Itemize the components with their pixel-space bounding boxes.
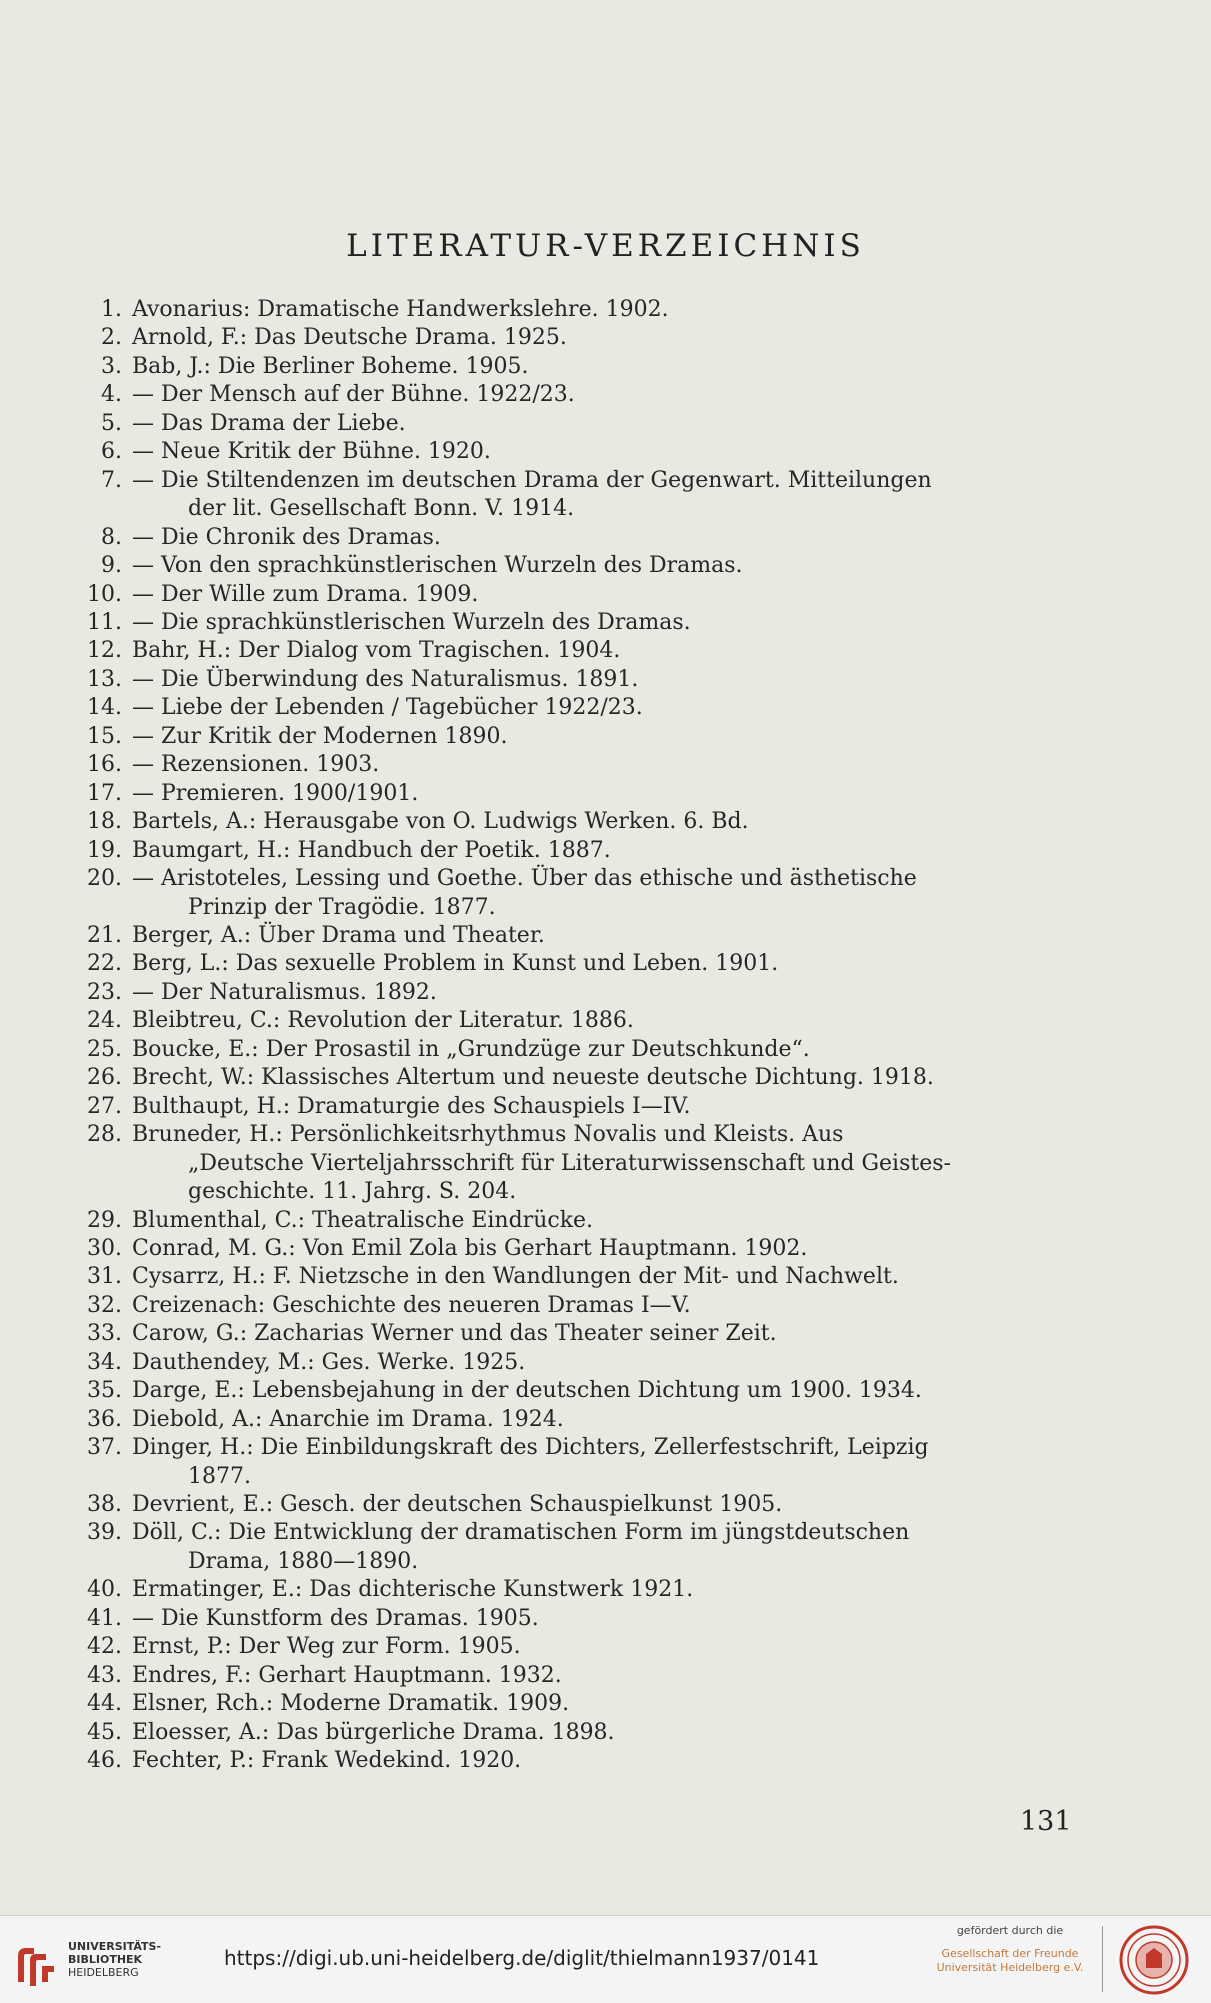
bibliography-entry xyxy=(80,467,1080,524)
entry-number: 38. xyxy=(87,1492,122,1518)
university-seal-icon xyxy=(1114,1924,1194,1996)
entry-number: 17. xyxy=(87,780,122,806)
funded-label: gefördert durch die xyxy=(956,1924,1064,1937)
entry-text: Bulthaupt, H.: Dramaturgie des Schauspiels I—IV. xyxy=(132,1093,691,1119)
bibliography-entry xyxy=(80,296,1080,324)
entry-number: 26. xyxy=(87,1065,122,1091)
entry-number: 7. xyxy=(101,467,122,493)
bibliography-entry xyxy=(80,1320,1080,1348)
entry-number: 2. xyxy=(101,325,122,351)
bibliography-entry xyxy=(80,637,1080,665)
entry-number: 39. xyxy=(87,1520,122,1546)
entry-number: 22. xyxy=(87,951,122,977)
entry-text: Avonarius: Dramatische Handwerkslehre. 1902. xyxy=(132,297,669,322)
entry-number: 25. xyxy=(87,1036,122,1062)
bibliography-entry xyxy=(80,922,1080,950)
bibliography-list xyxy=(80,296,1080,1776)
entry-number: 44. xyxy=(87,1691,122,1717)
entry-number: 28. xyxy=(87,1122,122,1148)
library-name-line3: HEIDELBERG xyxy=(68,1966,139,1979)
entry-number: 21. xyxy=(87,922,122,948)
entry-number: 35. xyxy=(87,1378,122,1404)
entry-text: Blumenthal, C.: Theatralische Eindrücke. xyxy=(132,1207,594,1233)
entry-number: 31. xyxy=(87,1264,122,1290)
entry-number: 42. xyxy=(87,1634,122,1660)
entry-number: 45. xyxy=(87,1719,122,1745)
funder-line2: Universität Heidelberg e.V. xyxy=(936,1961,1084,1974)
bibliography-entry xyxy=(80,1491,1080,1519)
library-name-line1: UNIVERSITÄTS- xyxy=(68,1940,162,1953)
bibliography-entry xyxy=(80,837,1080,865)
entry-number: 18. xyxy=(87,809,122,835)
bibliography-entry xyxy=(80,1263,1080,1291)
bibliography-entry xyxy=(80,865,1080,922)
entry-text: Devrient, E.: Gesch. der deutschen Schauspielkunst 1905. xyxy=(132,1492,783,1518)
entry-number: 41. xyxy=(87,1605,122,1631)
entry-text: — Aristoteles, Lessing und Goethe. Über das ethische und ästhetische xyxy=(132,866,917,892)
entry-continuation: 1877. xyxy=(188,1463,251,1489)
entry-number: 43. xyxy=(87,1662,122,1688)
entry-number: 29. xyxy=(87,1207,122,1233)
funding-note xyxy=(930,1924,1090,1975)
entry-number: 12. xyxy=(87,638,122,664)
bibliography-entry xyxy=(80,552,1080,580)
library-name-line2: BIBLIOTHEK xyxy=(68,1953,143,1966)
footer-divider xyxy=(1102,1926,1103,1992)
bibliography-entry xyxy=(80,1747,1080,1775)
entry-text: — Die Überwindung des Naturalismus. 1891. xyxy=(132,666,639,692)
entry-number: 8. xyxy=(101,524,122,550)
entry-number: 9. xyxy=(101,553,122,579)
entry-text: — Die Chronik des Dramas. xyxy=(132,524,441,550)
bibliography-entry xyxy=(80,524,1080,552)
library-name xyxy=(68,1940,161,1979)
entry-continuation: „Deutsche Vierteljahrsschrift für Literaturwissenschaft und Geistes- xyxy=(188,1150,951,1176)
bibliography-entry xyxy=(80,438,1080,466)
entry-number: 20. xyxy=(87,866,122,892)
bibliography-entry xyxy=(80,1349,1080,1377)
entry-text: Diebold, A.: Anarchie im Drama. 1924. xyxy=(132,1406,564,1432)
bibliography-entry xyxy=(80,410,1080,438)
entry-text: — Rezensionen. 1903. xyxy=(132,752,380,778)
entry-number: 40. xyxy=(87,1577,122,1603)
bibliography-entry xyxy=(80,1007,1080,1035)
entry-text: Boucke, E.: Der Prosastil in „Grundzüge zur Deutschkunde“. xyxy=(132,1036,810,1062)
page-number: 131 xyxy=(1020,1806,1072,1837)
entry-number: 34. xyxy=(87,1349,122,1375)
entry-text: Bahr, H.: Der Dialog vom Tragischen. 1904. xyxy=(132,638,621,664)
entry-number: 33. xyxy=(87,1321,122,1347)
entry-number: 30. xyxy=(87,1235,122,1261)
entry-text: — Der Mensch auf der Bühne. 1922/23. xyxy=(132,382,575,408)
bibliography-entry xyxy=(80,1292,1080,1320)
funder-name xyxy=(930,1947,1090,1975)
entry-text: Bab, J.: Die Berliner Boheme. 1905. xyxy=(132,353,529,379)
entry-number: 4. xyxy=(101,382,122,408)
entry-text: — Der Wille zum Drama. 1909. xyxy=(132,581,479,607)
entry-continuation: geschichte. 11. Jahrg. S. 204. xyxy=(188,1179,517,1205)
bibliography-entry xyxy=(80,751,1080,779)
bibliography-entry xyxy=(80,1434,1080,1491)
entry-number: 23. xyxy=(87,979,122,1005)
page-title: LITERATUR-VERZEICHNIS xyxy=(346,228,865,264)
entry-text: — Die sprachkünstlerischen Wurzeln des Dramas. xyxy=(132,609,691,635)
bibliography-entry xyxy=(80,381,1080,409)
entry-text: — Von den sprachkünstlerischen Wurzeln des Dramas. xyxy=(132,553,743,579)
bibliography-entry xyxy=(80,979,1080,1007)
entry-text: Ermatinger, E.: Das dichterische Kunstwerk 1921. xyxy=(132,1577,694,1603)
entry-number: 5. xyxy=(101,410,122,436)
entry-text: Berger, A.: Über Drama und Theater. xyxy=(132,922,545,948)
entry-number: 13. xyxy=(87,666,122,692)
bibliography-entry xyxy=(80,324,1080,352)
funder-line1: Gesellschaft der Freunde xyxy=(941,1947,1079,1960)
entry-text: — Neue Kritik der Bühne. 1920. xyxy=(132,439,491,465)
entry-number: 10. xyxy=(87,581,122,607)
entry-text: Döll, C.: Die Entwicklung der dramatischen Form im jüngstdeutschen xyxy=(132,1520,910,1546)
bibliography-entry xyxy=(80,1662,1080,1690)
entry-text: Brecht, W.: Klassisches Altertum und neueste deutsche Dichtung. 1918. xyxy=(132,1065,934,1091)
entry-text: Fechter, P.: Frank Wedekind. 1920. xyxy=(132,1748,522,1774)
entry-text: — Der Naturalismus. 1892. xyxy=(132,979,437,1005)
entry-text: Endres, F.: Gerhart Hauptmann. 1932. xyxy=(132,1662,562,1688)
entry-text: Bartels, A.: Herausgabe von O. Ludwigs Werken. 6. Bd. xyxy=(132,809,749,835)
entry-text: Eloesser, A.: Das bürgerliche Drama. 1898. xyxy=(132,1719,615,1745)
bibliography-entry xyxy=(80,1207,1080,1235)
bibliography-entry xyxy=(80,1036,1080,1064)
entry-text: — Zur Kritik der Modernen 1890. xyxy=(132,723,508,749)
entry-continuation: der lit. Gesellschaft Bonn. V. 1914. xyxy=(188,496,575,522)
entry-text: Creizenach: Geschichte des neueren Dramas I—V. xyxy=(132,1292,691,1318)
entry-text: — Die Kunstform des Dramas. 1905. xyxy=(132,1605,539,1631)
entry-text: — Das Drama der Liebe. xyxy=(132,410,406,436)
entry-text: Arnold, F.: Das Deutsche Drama. 1925. xyxy=(132,325,567,351)
entry-text: Berg, L.: Das sexuelle Problem in Kunst und Leben. 1901. xyxy=(132,951,779,977)
bibliography-entry xyxy=(80,353,1080,381)
entry-number: 37. xyxy=(87,1435,122,1461)
entry-number: 14. xyxy=(87,695,122,721)
entry-number: 6. xyxy=(101,439,122,465)
entry-number: 46. xyxy=(87,1748,122,1774)
entry-text: Carow, G.: Zacharias Werner und das Theater seiner Zeit. xyxy=(132,1321,777,1347)
entry-text: Bruneder, H.: Persönlichkeitsrhythmus Novalis und Kleists. Aus xyxy=(132,1122,844,1148)
bibliography-entry xyxy=(80,1121,1080,1206)
bibliography-entry xyxy=(80,666,1080,694)
bibliography-entry xyxy=(80,950,1080,978)
entry-text: Cysarrz, H.: F. Nietzsche in den Wandlungen der Mit- und Nachwelt. xyxy=(132,1264,899,1290)
entry-text: Dinger, H.: Die Einbildungskraft des Dichters, Zellerfestschrift, Leipzig xyxy=(132,1435,929,1461)
bibliography-entry xyxy=(80,1576,1080,1604)
entry-text: Dauthendey, M.: Ges. Werke. 1925. xyxy=(132,1349,526,1375)
entry-text: Bleibtreu, C.: Revolution der Literatur. 1886. xyxy=(132,1008,634,1034)
entry-text: — Premieren. 1900/1901. xyxy=(132,780,419,806)
entry-text: — Liebe der Lebenden / Tagebücher 1922/23. xyxy=(132,695,643,721)
bibliography-entry xyxy=(80,1377,1080,1405)
permalink-url[interactable]: https://digi.ub.uni-heidelberg.de/diglit/thielmann1937/0141 xyxy=(224,1946,820,1970)
entry-number: 11. xyxy=(87,609,122,635)
bibliography-entry xyxy=(80,1235,1080,1263)
bibliography-entry xyxy=(80,1064,1080,1092)
entry-text: Conrad, M. G.: Von Emil Zola bis Gerhart Hauptmann. 1902. xyxy=(132,1235,808,1261)
entry-number: 36. xyxy=(87,1406,122,1432)
bibliography-entry xyxy=(80,1719,1080,1747)
entry-number: 3. xyxy=(101,353,122,379)
bibliography-entry xyxy=(80,1406,1080,1434)
entry-text: Baumgart, H.: Handbuch der Poetik. 1887. xyxy=(132,837,611,863)
bibliography-entry xyxy=(80,780,1080,808)
entry-number: 16. xyxy=(87,752,122,778)
entry-continuation: Prinzip der Tragödie. 1877. xyxy=(188,894,496,920)
bibliography-entry xyxy=(80,1605,1080,1633)
entry-number: 15. xyxy=(87,723,122,749)
entry-text: — Die Stiltendenzen im deutschen Drama der Gegenwart. Mitteilungen xyxy=(132,467,932,493)
bibliography-entry xyxy=(80,581,1080,609)
bibliography-entry xyxy=(80,1519,1080,1576)
bibliography-entry xyxy=(80,1633,1080,1661)
entry-text: Darge, E.: Lebensbejahung in der deutschen Dichtung um 1900. 1934. xyxy=(132,1378,922,1404)
bibliography-entry xyxy=(80,1690,1080,1718)
entry-number: 32. xyxy=(87,1292,122,1318)
bibliography-entry xyxy=(80,1093,1080,1121)
entry-number: 27. xyxy=(87,1093,122,1119)
ub-heidelberg-logo-icon xyxy=(12,1942,60,1990)
footer-bar xyxy=(0,1915,1211,2003)
entry-continuation: Drama, 1880—1890. xyxy=(188,1548,419,1574)
entry-text: Elsner, Rch.: Moderne Dramatik. 1909. xyxy=(132,1691,570,1717)
entry-number: 19. xyxy=(87,837,122,863)
bibliography-entry xyxy=(80,723,1080,751)
bibliography-entry xyxy=(80,694,1080,722)
bibliography-entry xyxy=(80,808,1080,836)
entry-text: Ernst, P.: Der Weg zur Form. 1905. xyxy=(132,1634,521,1660)
bibliography-entry xyxy=(80,609,1080,637)
entry-number: 1. xyxy=(101,297,122,322)
entry-number: 24. xyxy=(87,1008,122,1034)
